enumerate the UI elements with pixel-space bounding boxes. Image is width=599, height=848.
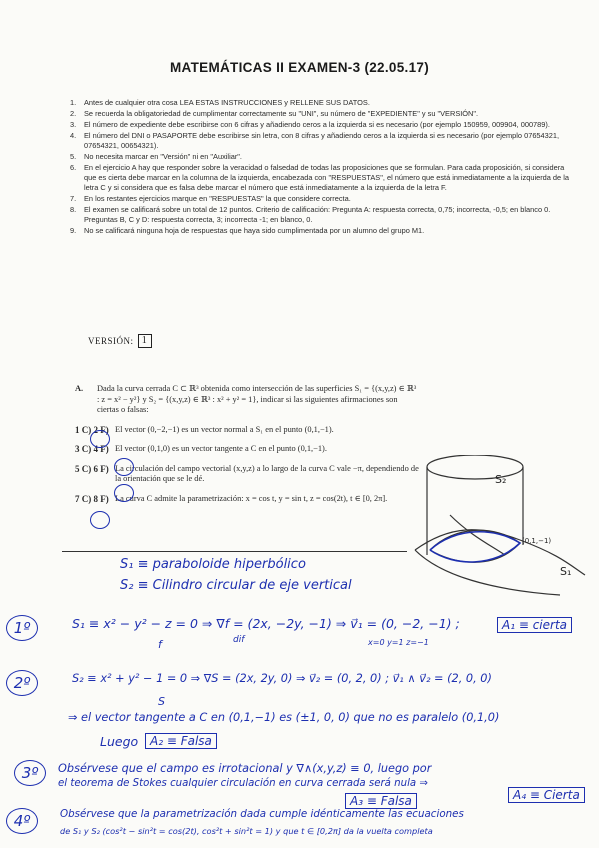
version-label: VERSIÓN: xyxy=(88,336,134,346)
answer-1-point: x=0 y=1 z=−1 xyxy=(368,638,429,647)
instruction-item: 5. No necesita marcar en "Versión" ni en "Auxiliar". xyxy=(70,152,242,161)
answer-1-f: f xyxy=(158,638,162,651)
answer-2-equation: S₂ ≡ x² + y² − 1 = 0 ⇒ ∇S = (2x, 2y, 0) ⇒ v⃗₂ = (0, 2, 0) ; v⃗₁ ∧ v⃗₂ = (2, 0, 0) xyxy=(72,672,492,685)
answer-2-box: A₂ ≡ Falsa xyxy=(145,733,217,749)
sketch-label-point: (0,1,−1) xyxy=(522,537,552,545)
handwritten-s1: S₁ ≡ paraboloide hiperbólico xyxy=(120,557,306,572)
answer-3-box: A₃ ≡ Falsa xyxy=(345,793,417,809)
circle-mark-1 xyxy=(90,430,110,448)
circle-mark-7 xyxy=(90,511,110,529)
instructions-list xyxy=(70,98,570,237)
instruction-item: 6. En el ejercicio A hay que responder sobre la veracidad o falsedad de todas las proposiciones que se formulan. Para cada proposición, si considera que es cierta debe marcar en la columna de la izquierda, encabezada con "RESPUESTAS", el número que está inmediatamente a la izquierda de la letra C y si considera que es falsa debe marcar el número que está inmediatamente a la izquierda de la letra F. xyxy=(70,163,569,192)
surface-sketch xyxy=(410,455,590,600)
exercise-statement xyxy=(75,384,420,416)
exercise-option xyxy=(75,425,420,436)
instruction-item: 8. El examen se calificará sobre un total de 12 puntos. Criterio de calificación: Pregunta A: respuesta correcta, 0,75; incorrecta, -0,5; en blanco 0. Preguntas B, C y D: respuesta correcta, 3; incorrecta -1; en blanco, 0. xyxy=(70,205,551,224)
option-answer-marks: 1 C) 2 F) xyxy=(75,424,109,435)
answer-2-line: ⇒ el vector tangente a C en (0,1,−1) es (±1, 0, 0) que no es paralelo (0,1,0) xyxy=(68,711,500,724)
answer-1-dif: dif xyxy=(233,635,245,645)
version-field xyxy=(88,334,152,348)
option-text: La curva C admite la parametrización: x = cos t, y = sin t, z = cos(2t), t ∈ [0, 2π]. xyxy=(115,493,388,503)
page-title: MATEMÁTICAS II EXAMEN-3 (22.05.17) xyxy=(170,60,429,75)
answer-1-box: A₁ ≡ cierta xyxy=(497,617,572,633)
answer-number-1: 1º xyxy=(6,615,38,641)
answer-3-line2: el teorema de Stokes cualquier circulación en curva cerrada será nula ⇒ xyxy=(58,778,428,789)
sketch-label-s1: S₁ xyxy=(560,565,572,578)
option-text: El vector (0,−2,−1) es un vector normal a S₁ en el punto (0,1,−1). xyxy=(115,424,334,434)
answer-2-luego: Luego xyxy=(100,734,139,749)
divider-line xyxy=(62,551,407,552)
instruction-item: 4. El número del DNI o PASAPORTE debe escribirse sin letra, con 8 cifras y añadiendo ceros a la izquierda si es necesario (por ejemplo 07654321, 07654321, 00654321). xyxy=(70,131,560,150)
sketch-label-s2: S₂ xyxy=(495,473,507,486)
option-text: El vector (0,1,0) es un vector tangente a C en el punto (0,1,−1). xyxy=(115,444,327,453)
answer-4-line2: de S₁ y S₂ (cos²t − sin²t = cos(2t), cos²t + sin²t = 1) y que t ∈ [0,2π] da la vuelta completa xyxy=(60,826,433,836)
instruction-item: 2. Se recuerda la obligatoriedad de cumplimentar correctamente su "UNI", su número de "EXPEDIENTE" y su "VERSIÓN". xyxy=(70,109,479,118)
answer-3-line1: Obsérvese que el campo es irrotacional y ∇∧(x,y,z) ≡ 0, luego por xyxy=(58,762,432,775)
option-text: La circulación del campo vectorial (x,y,z) a lo largo de la curva C vale −π, dependiendo de la orientación que se le dé. xyxy=(115,463,419,483)
circle-mark-6 xyxy=(114,484,134,502)
handwritten-s2: S₂ ≡ Cilindro circular de eje vertical xyxy=(120,578,352,593)
answer-2-s: S xyxy=(158,695,165,708)
option-answer-marks: 5 C) 6 F) xyxy=(75,463,109,474)
instruction-item: 7. En los restantes ejercicios marque en "RESPUESTAS" la que considere correcta. xyxy=(70,194,351,203)
instruction-item: 3. El número de expediente debe escribirse con 6 cifras y añadiendo ceros a la izquierda si es necesario (por ejemplo 150959, 009904, 000789). xyxy=(70,120,550,129)
option-answer-marks: 3 C) 4 F) xyxy=(75,444,109,454)
instruction-item: 9. No se calificará ninguna hoja de respuestas que haya sido cumplimentada por un alumno del grupo M1. xyxy=(70,226,425,235)
answer-4-box: A₄ ≡ Cierta xyxy=(508,787,585,803)
exercise-text: Dada la curva cerrada C ⊂ ℝ³ obtenida como intersección de las superficies S₁ = {(x,y,z) ∈ ℝ³ : z = x² − y²} y S₂ = {(x,y,z) ∈ ℝ³ : x² + y² = 1}, indicar si las siguientes afirmaciones son ciertas o falsas: xyxy=(97,384,417,414)
circle-mark-4 xyxy=(114,458,134,476)
answer-number-3: 3º xyxy=(14,760,46,786)
answer-number-2: 2º xyxy=(6,670,38,696)
version-box: 1 xyxy=(138,334,152,348)
answer-1-equation: S₁ ≡ x² − y² − z = 0 ⇒ ∇f = (2x, −2y, −1) ⇒ v⃗₁ = (0, −2, −1) ; xyxy=(72,616,460,631)
exercise-option xyxy=(75,444,420,455)
instruction-item: 1. Antes de cualquier otra cosa LEA ESTAS INSTRUCCIONES y RELLENE SUS DATOS. xyxy=(70,98,370,107)
answer-4-line1: Obsérvese que la parametrización dada cumple idénticamente las ecuaciones xyxy=(60,808,464,820)
option-answer-marks: 7 C) 8 F) xyxy=(75,493,109,504)
exercise-label: A. xyxy=(75,384,84,393)
answer-number-4: 4º xyxy=(6,808,38,834)
